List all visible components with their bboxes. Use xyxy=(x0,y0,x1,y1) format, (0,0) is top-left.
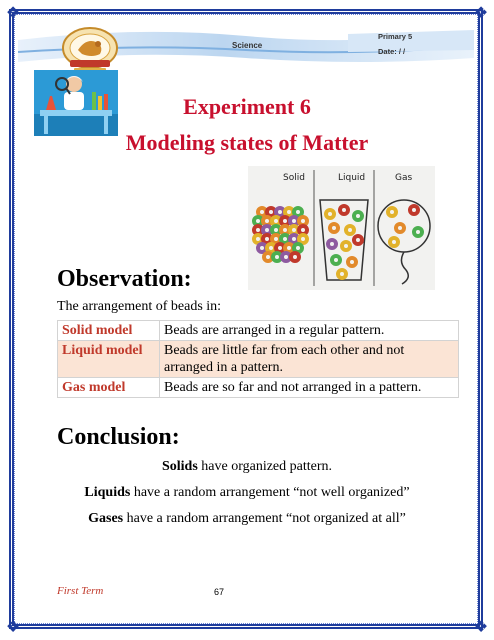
photo-label-gas: Gas xyxy=(395,173,413,183)
corner-ornament-icon: ❖ xyxy=(5,617,21,636)
observation-table xyxy=(57,320,459,398)
table-row xyxy=(58,341,459,378)
model-description: Beads are so far and not arranged in a pattern. xyxy=(160,378,459,398)
conclusion-term: Gases xyxy=(88,511,124,526)
model-name: Solid model xyxy=(58,321,160,341)
date-label: Date: / / xyxy=(378,47,406,56)
corner-ornament-icon: ❖ xyxy=(473,3,489,22)
conclusion-text: have a random arrangement “not well organized” xyxy=(130,485,410,500)
observation-heading: Observation: xyxy=(57,266,192,292)
beads-model-photo xyxy=(248,166,435,290)
corner-ornament-icon: ❖ xyxy=(5,3,21,22)
model-description: Beads are little far from each other and not arranged in a pattern. xyxy=(160,341,459,378)
conclusion-term: Liquids xyxy=(84,485,131,500)
model-name: Gas model xyxy=(58,378,160,398)
corner-ornament-icon: ❖ xyxy=(473,617,489,636)
table-row xyxy=(58,378,459,398)
conclusion-line xyxy=(0,459,494,475)
conclusion-heading: Conclusion: xyxy=(57,424,180,450)
school-logo xyxy=(56,24,124,76)
footer-term: First Term xyxy=(57,585,104,597)
conclusion-term: Solids xyxy=(161,459,198,474)
experiment-subtitle: Modeling states of Matter xyxy=(125,130,369,155)
page-number: 67 xyxy=(214,587,225,597)
subject-label: Science xyxy=(232,41,263,50)
conclusion-text: have a random arrangement “not organized at all” xyxy=(123,511,406,526)
grade-label: Primary 5 xyxy=(378,32,413,41)
table-row xyxy=(58,321,459,341)
experiment-title: Experiment 6 xyxy=(183,94,311,119)
conclusion-line xyxy=(0,485,494,501)
conclusion-line xyxy=(0,511,494,527)
model-description: Beads are arranged in a regular pattern. xyxy=(160,321,459,341)
conclusion-text: have organized pattern. xyxy=(197,459,333,474)
photo-label-liquid: Liquid xyxy=(338,173,366,183)
observation-intro: The arrangement of beads in: xyxy=(57,299,222,314)
model-name: Liquid model xyxy=(58,341,160,378)
photo-label-solid: Solid xyxy=(283,173,305,183)
